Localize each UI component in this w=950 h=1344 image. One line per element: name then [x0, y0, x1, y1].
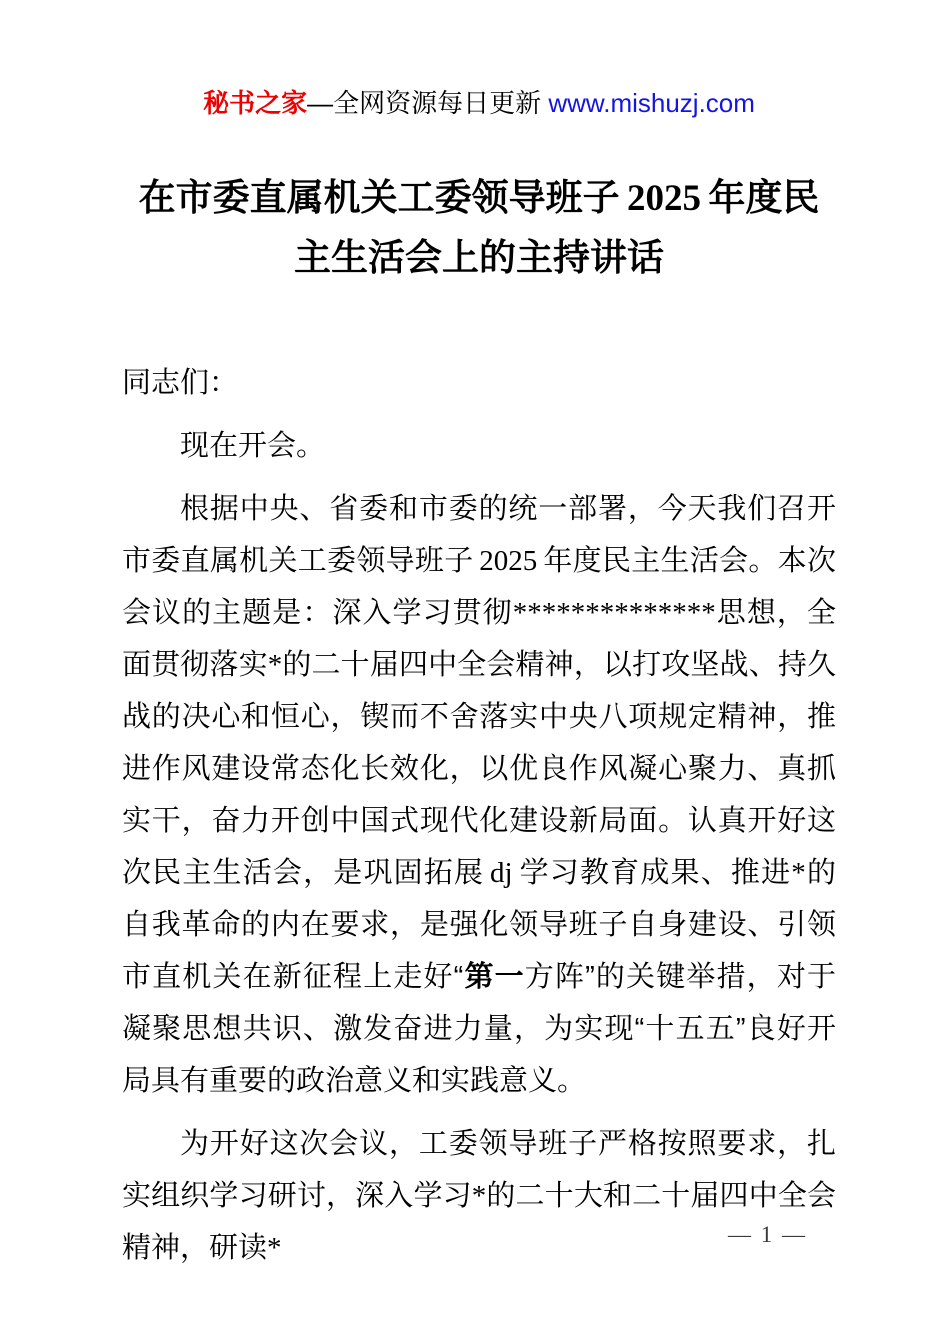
text-run: 的二十届四中全会精神，以打攻坚战、持久战的决心和恒心，锲而不舍落实中央八项规定精神，推进作风建设常态化长效化，以优良作风凝心聚力、真抓实干，奋力开创中国式现代化建设新局面。认真开好这次民主生活会，是巩固拓展 — [122, 649, 836, 889]
page-number: — 1 — — [728, 1222, 807, 1247]
text-run: 第一 — [463, 961, 525, 993]
text-run: ************** — [512, 597, 716, 629]
site-header — [122, 0, 836, 118]
text-run: 年度民主生活会上的主持讲话 — [294, 177, 820, 278]
site-brand: 秘书之家 — [203, 88, 308, 118]
text-run: 的自我革命的内在要求，是强化领导班子自身建设、引领市直机关在新征程上走好“ — [122, 857, 836, 993]
document-title — [122, 168, 836, 287]
text-run: 2025 — [479, 545, 538, 577]
paragraph — [122, 483, 836, 1107]
paragraph — [122, 420, 836, 472]
document-body — [122, 357, 836, 1274]
site-url-link[interactable]: www.mishuzj.com — [548, 88, 755, 118]
text-run: dj — [490, 857, 513, 889]
text-run: 2025 — [627, 178, 701, 219]
text-run: 学习教育成果、推进 — [518, 857, 792, 889]
text-run: 方阵”的关键举措，对于凝聚思想共识、激发奋进力量，为实现“十五五”良好开局具有重要的政治意义和实践意义。 — [122, 961, 836, 1097]
paragraph — [122, 357, 836, 409]
text-run: * — [267, 649, 283, 681]
text-run: 的二十大和二十届四中全会精神，研读 — [122, 1180, 836, 1264]
text-run: 年度民主生活会。本次会议的主题是：深入学习贯彻 — [122, 545, 836, 629]
text-run: 思想，全面贯彻落实 — [122, 597, 836, 681]
text-run: 为开好这次会议，工委领导班子严格按照要求，扎实组织学习研讨，深入学习 — [122, 1128, 836, 1212]
text-run: * — [267, 1232, 282, 1264]
site-tagline: —全网资源每日更新 — [307, 88, 549, 118]
text-run: * — [791, 857, 806, 889]
text-run: * — [471, 1180, 487, 1212]
text-run: 在市委直属机关工委领导班子 — [138, 177, 620, 218]
text-run: 现在开会。 — [180, 430, 326, 462]
text-run: 同志们： — [122, 367, 239, 399]
paragraph — [122, 1118, 836, 1274]
text-run: 根据中央、省委和市委的统一部署，今天我们召开市委直属机关工委领导班子 — [122, 493, 836, 577]
